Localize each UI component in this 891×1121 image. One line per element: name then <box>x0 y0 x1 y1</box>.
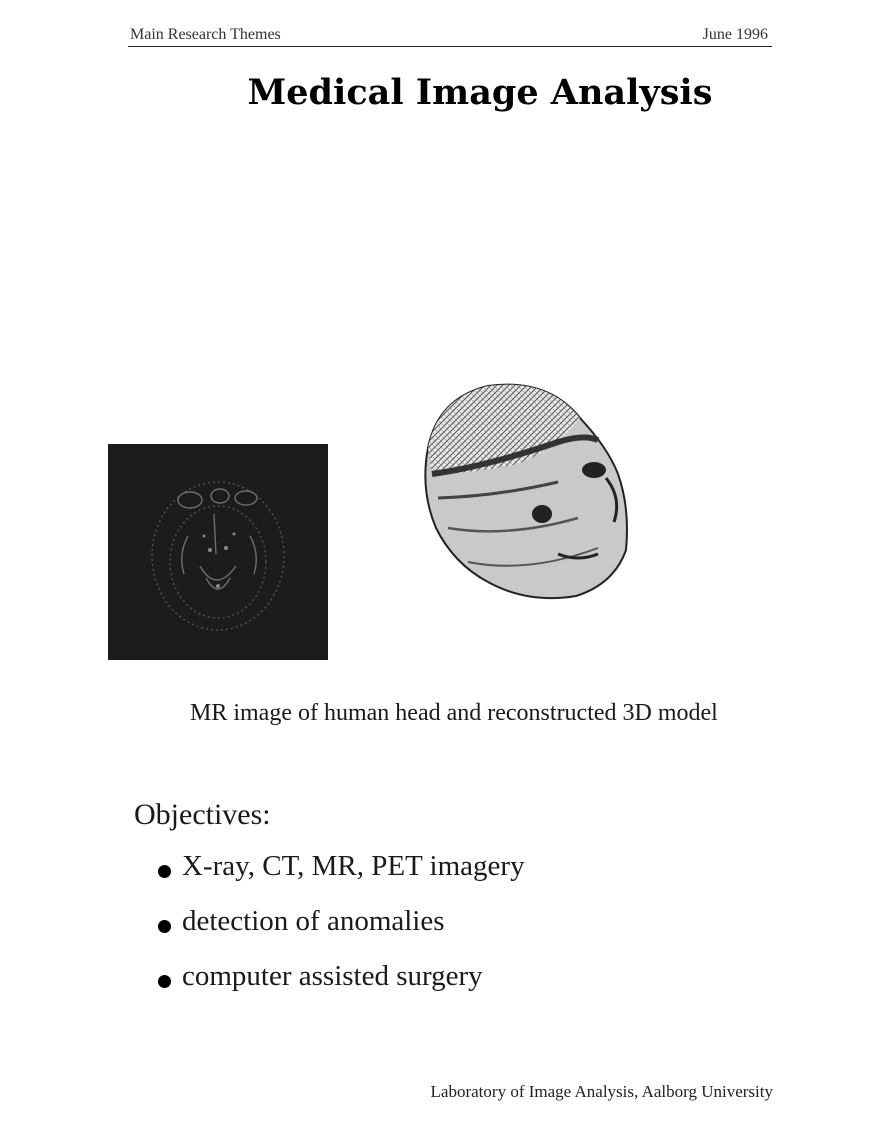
3d-head-model <box>408 378 648 606</box>
objectives-heading: Objectives: <box>134 798 271 831</box>
figure-caption: MR image of human head and reconstructed 3D model <box>190 700 718 726</box>
page-header <box>128 24 772 47</box>
list-item <box>158 850 525 905</box>
bullet-icon <box>158 920 171 933</box>
header-date: June 1996 <box>702 26 768 43</box>
page-title: Medical Image Analysis <box>247 72 713 113</box>
bullet-icon <box>158 975 171 988</box>
list-item-text: detection of anomalies <box>182 905 445 937</box>
bullet-icon <box>158 865 171 878</box>
mr-head-image <box>108 444 328 660</box>
page-footer: Laboratory of Image Analysis, Aalborg University <box>430 1082 773 1101</box>
list-item <box>158 905 525 960</box>
list-item-text: computer assisted surgery <box>182 960 483 992</box>
list-item <box>158 960 525 1015</box>
header-section-title: Main Research Themes <box>130 26 281 43</box>
objectives-list <box>158 850 525 1015</box>
list-item-text: X-ray, CT, MR, PET imagery <box>182 850 525 882</box>
